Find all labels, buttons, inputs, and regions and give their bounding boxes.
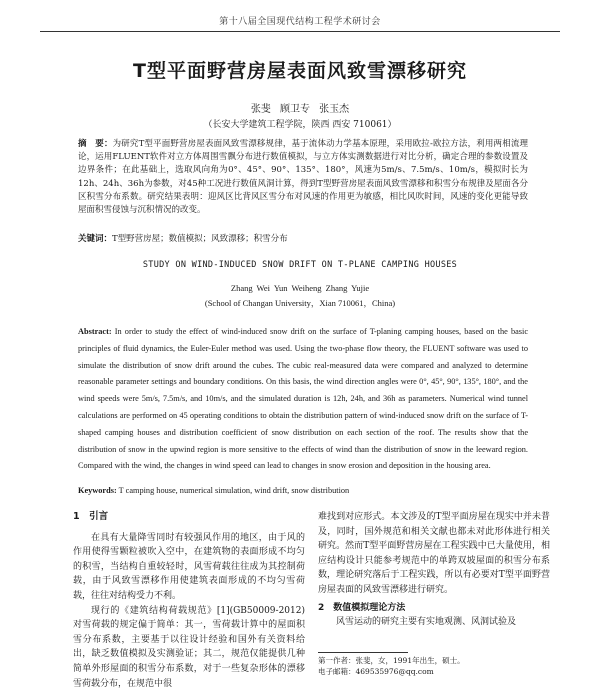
header-rule xyxy=(40,31,560,32)
affiliation-chinese: （长安大学建筑工程学院，陕西 西安 710061） xyxy=(203,120,397,130)
body-column-left xyxy=(73,510,305,691)
paragraph: 现行的《建筑结构荷载规范》[1](GB50009-2012)对雪荷载的规定偏于简单：其一，雪荷载计算中的屋面积雪分布系数，主要基于以往设计经验和国外有关资料给出，缺乏数值模拟及实测验证；其二，规范仅能提供几种简单外形屋面的积雪分布系数，对于一些复杂形体的漂移雪荷载分布，在规范中很 xyxy=(73,605,305,689)
footnote-email: 电子邮箱：469535976@qq.com xyxy=(318,667,434,676)
section-heading-methods: 2 数值模拟理论方法 xyxy=(318,602,406,613)
abstract-chinese-text: 为研究T型平面野营房屋表面风致雪漂移规律，基于流体动力学基本原理，采用欧拉-欧拉方法，利用两相流理论，运用FLUENT软件对立方体周围雪飘分布进行数值模拟，与立方体实测数据进行对比分析，确定合理的参数设置及边界条件；在此基础上，选取风向角为0°、45°、90°、135°、180°，风速为5m/s、7.5m/s、10m/s，模拟时长为12h、24h、36h为参数，对45种工况进行数值风洞计算，得到T型野营房屋表面风致雪漂移和积雪分布规律及屋面各分区积雪分布系数。研究结果表明：迎风区比背风区雪分布对风速的作用更为敏感，相比风吹时间，风速的变化更能导致屋面积雪侵蚀与沉积情况的改变。 xyxy=(78,139,528,216)
keywords-english-label: Keywords: xyxy=(78,486,117,495)
authors-chinese: 张斐 顾卫专 张玉杰 xyxy=(250,104,350,115)
affiliation-english: (School of Changan University，Xian 710061，China) xyxy=(204,298,396,308)
abstract-chinese xyxy=(78,138,528,217)
abstract-chinese-label: 摘 要： xyxy=(78,139,113,149)
paragraph: 风雪运动的研究主要有实地观测、风洞试验及 xyxy=(336,617,517,628)
running-head: 第十八届全国现代结构工程学术研讨会 xyxy=(219,17,381,27)
paper-title-english: STUDY ON WIND-INDUCED SNOW DRIFT ON T-PLANE CAMPING HOUSES xyxy=(142,260,458,270)
keywords-english-text: T camping house, numerical simulation, wind drift, snow distribution xyxy=(118,486,350,495)
keywords-chinese-label: 关键词： xyxy=(78,234,113,244)
keywords-chinese xyxy=(78,232,528,244)
paragraph: 在具有大量降雪同时有较强风作用的地区，由于风的作用使得雪颗粒被吹入空中，在建筑物的表面形成不均匀的积雪，当结构自重较轻时，风雪荷载往往成为其控制荷载，由于风致雪漂移作用使建筑表面形成的不均匀雪荷载，往往对结构受力不利。 xyxy=(73,532,305,601)
keywords-english xyxy=(78,486,528,495)
paragraph: 难找到对应形式。本文涉及的T型平面房屋在现实中并未普及，同时，国外规范和相关文献也都未对此形体进行相关研究。然而T型平面野营房屋在工程实践中已大量使用，相应结构设计只能参考规范中的单跨双坡屋面的积雪分布系数，理论研究落后于工程实践，所以有必要对T型平面野营房屋表面的风致雪漂移进行研究。 xyxy=(318,512,550,595)
paper-title-chinese: T型平面野营房屋表面风致雪漂移研究 xyxy=(133,60,467,82)
body-column-right xyxy=(318,510,550,630)
abstract-english-text: In order to study the effect of wind-induced snow drift on the surface of T-planing camping houses, based on the basic principles of fluid dynamics, the Euler-Euler method was used. Using the two-phase flow theory, the FLUENT software was used to simulate the distribution of snow drift around the cubes. The cubic real-measured data were compared and analyzed to determine reasonable parameter settings and boundary conditions. On this basis, the wind direction angles were 0°, 45°, 90°, 135°, 180°, and the wind speeds were 5m/s, 7.5m/s, and 10m/s, and the simulated duration is 12h, 24h, and 36h as parameters. Numerical wind tunnel calculations are performed on 45 operating conditions to obtain the distribution pattern of wind-induced snow drift on the surface of T-shaped camping houses and distribution coefficient of snow distribution on each section of the roof. The results show that the distribution of snow in the upwind region is more sensitive to the effects of wind than the distribution of snow in the leeward region. Compared with the wind, the changes in wind speed can lead to changes in snow erosion and deposition in the housing area. xyxy=(78,327,528,471)
footnote-author: 第一作者：张斐，女，1991年出生，硕士。 xyxy=(318,656,465,665)
keywords-chinese-text: T型野营房屋；数值模拟；风致漂移；积雪分布 xyxy=(112,234,288,244)
abstract-english-label: Abstract: xyxy=(78,327,112,336)
footnote-rule xyxy=(318,652,408,653)
authors-english: Zhang Wei Yun Weiheng Zhang Yujie xyxy=(230,283,370,293)
section-heading-introduction: 1 引言 xyxy=(73,511,109,522)
abstract-english xyxy=(78,324,528,475)
footnote xyxy=(318,655,550,677)
